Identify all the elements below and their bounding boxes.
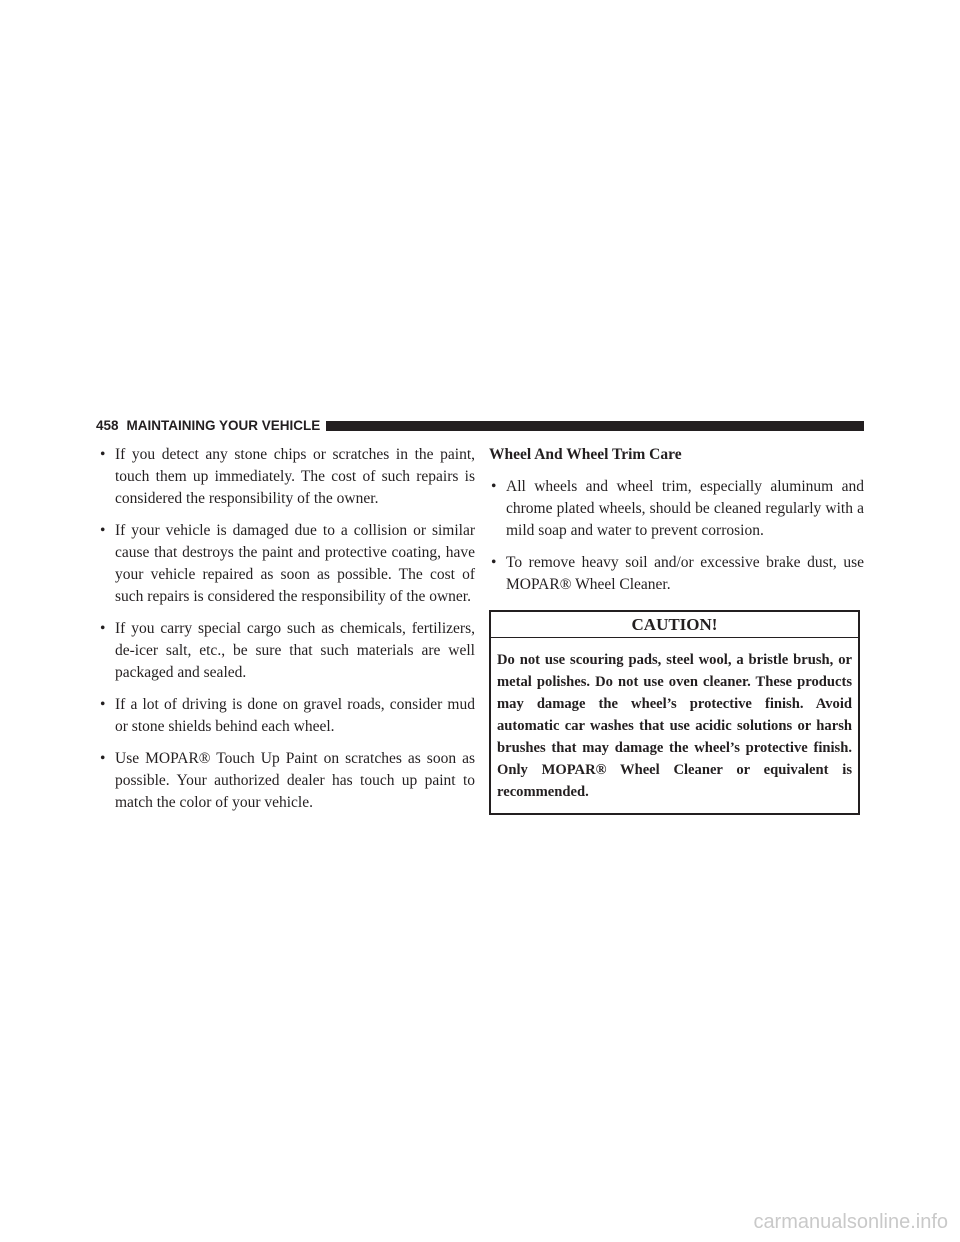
- list-item: • All wheels and wheel trim, especially aluminum and chrome plated wheels, should be cleaned regularly with a mild soap and water to prevent corrosion.: [491, 478, 864, 539]
- section-heading: Wheel And Wheel Trim Care: [489, 446, 682, 463]
- page-header: [96, 417, 864, 434]
- bullet-icon: •: [491, 478, 497, 495]
- caution-title: CAUTION!: [491, 612, 858, 638]
- bullet-icon: •: [491, 554, 497, 571]
- caution-box: [489, 610, 860, 815]
- watermark: carmanualsonline.info: [753, 1211, 948, 1233]
- caution-text: Do not use scouring pads, steel wool, a bristle brush, or metal polishes. Do not use oven cleaner. These products may damage the wheel’s protective finish. Avoid automatic car washes that use acidic solutions or harsh brushes that may damage the wheel’s protective finish. Only MOPAR® Wheel Cleaner or equivalent is recommended.: [497, 652, 852, 800]
- list-item: • If a lot of driving is done on gravel roads, consider mud or stone shields behind each wheel.: [100, 696, 475, 735]
- bullet-icon: •: [100, 446, 106, 463]
- list-item: • Use MOPAR® Touch Up Paint on scratches as soon as possible. Your authorized dealer has touch up paint to match the color of your vehicle.: [100, 750, 475, 811]
- header-rule: [326, 421, 864, 431]
- bullet-icon: •: [100, 522, 106, 539]
- list-item: • If you detect any stone chips or scratches in the paint, touch them up immediately. The cost of such repairs is considered the responsibility of the owner.: [100, 446, 475, 507]
- section-title: MAINTAINING YOUR VEHICLE: [126, 418, 321, 433]
- right-bullet-list: [489, 476, 864, 596]
- list-item: • If you carry special cargo such as chemicals, fertilizers, de-icer salt, etc., be sure that such materials are well packaged and sealed.: [100, 620, 475, 681]
- right-column: [489, 444, 864, 815]
- list-item: • To remove heavy soil and/or excessive brake dust, use MOPAR® Wheel Cleaner.: [491, 554, 864, 593]
- bullet-icon: •: [100, 750, 106, 767]
- page-number: 458: [96, 418, 119, 433]
- bullet-icon: •: [100, 696, 106, 713]
- left-bullet-list: [98, 444, 475, 814]
- bullet-icon: •: [100, 620, 106, 637]
- left-column: [98, 444, 475, 824]
- list-item: • If your vehicle is damaged due to a collision or similar cause that destroys the paint and protective coating, have your vehicle repaired as soon as possible. The cost of such repairs is considered the responsibility of the owner.: [100, 522, 475, 605]
